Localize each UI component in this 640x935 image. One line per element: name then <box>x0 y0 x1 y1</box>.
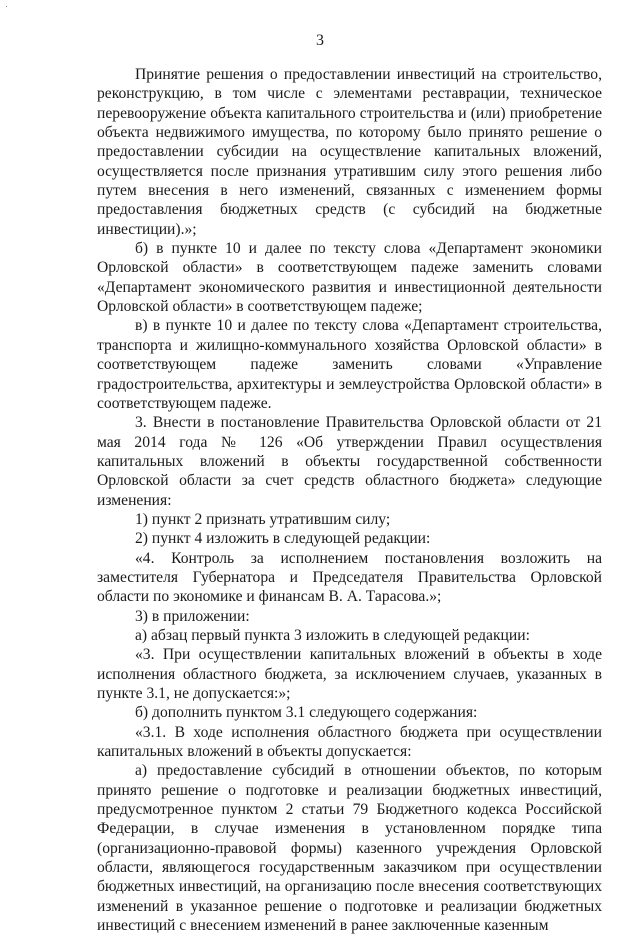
paragraph-section-3: 3. Внести в постановление Правительства Орловской области от 21 мая 2014 года № 126 «Об утверждении Правил осуществления капитальных вложений в объекты государственной собственности Орловской области за счет средств областного бюджета» следующие изменения: <box>97 414 602 509</box>
paragraph-quote-3-1: «3.1. В ходе исполнения областного бюджета при осуществлении капитальных вложений в объекты допускается: <box>97 723 602 761</box>
paragraph-investment-decision: Принятие решения о предоставлении инвестиций на строительство, реконструкцию, в том числе с элементами реставрации, техническое перевооружение объекта капитального строительства и (или) приобретение объекта недвижимого имущества, по которому было принято решение о предоставлении субсидии на осуществление капитальных вложений, осуществляется после признания утратившим силу этого решения либо путем внесения в него изменений, связанных с изменением формы предоставления бюджетных средств (с субсидий на бюджетные инвестиции).»; <box>97 66 602 238</box>
paragraph-quote-3: «3. При осуществлении капитальных вложений в объекты в ходе исполнения областного бюджета, за исключением случаев, указанных в пункте 3.1, не допускается:»; <box>97 646 602 702</box>
paragraph-subitem-b: б) дополнить пунктом 3.1 следующего содержания: <box>135 704 478 722</box>
paragraph-quote-4: «4. Контроль за исполнением постановления возложить на заместителя Губернатора и Председателя Правительства Орловской области по экономике и финансам В. А. Тарасова.»; <box>97 549 602 606</box>
paragraph-item-v: в) в пункте 10 и далее по тексту слова «Департамент строительства, транспорта и жилищно-коммунального хозяйства Орловской области» в соответствующем падеже заменить словами «Управление градостроительства, архитектуры и землеустройства Орловской области» в соответствующем падеже. <box>97 317 602 412</box>
paragraph-subitem-3: 3) в приложении: <box>135 607 250 625</box>
paragraph-subitem-a: а) абзац первый пункта 3 изложить в следующей редакции: <box>135 626 530 644</box>
paragraph-item-b: б) в пункте 10 и далее по тексту слова «Департамент экономики Орловской области» в соответствующем падеже заменить словами «Департамент экономического развития и инвестиционной деятельности Орловской области» в соответствующем падеже; <box>97 240 602 316</box>
paragraph-subitem-1: 1) пункт 2 признать утратившим силу; <box>135 510 391 528</box>
paragraph-subitem-2: 2) пункт 4 изложить в следующей редакции: <box>135 530 431 548</box>
scan-speck <box>6 6 7 7</box>
page-number: 3 <box>316 32 324 49</box>
document-body <box>97 65 602 935</box>
paragraph-subsidies: а) предоставление субсидий в отношении объектов, по которым принято решение о подготовке и реализации бюджетных инвестиций, предусмотренное пунктом 2 статьи 79 Бюджетного кодекса Российской Федерации, в случае изменения в установленном порядке типа (организационно-правовой формы) казенного учреждения Орловской области, являющегося государственным заказчиком при осуществлении бюджетных инвестиций, на организацию после внесения соответствующих изменений в указанное решение о подготовке и реализации бюджетных инвестиций с внесением изменений в ранее заключенные казенным <box>97 762 602 935</box>
